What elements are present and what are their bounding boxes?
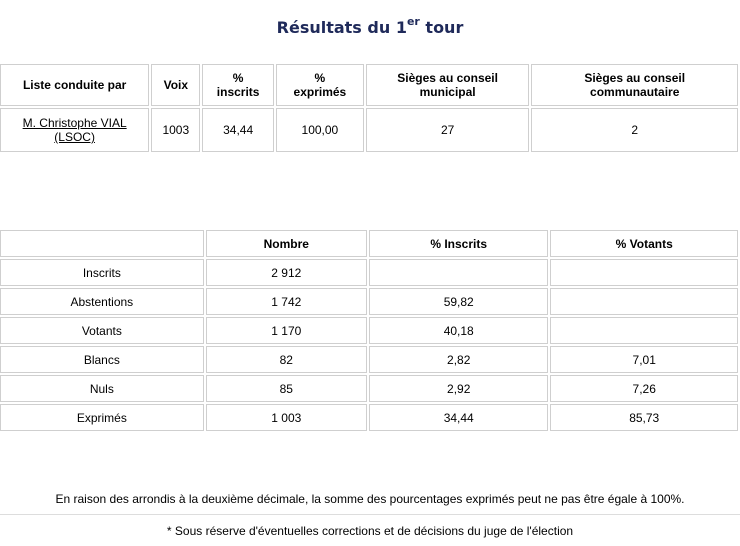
header-pct-inscrits: % inscrits: [202, 64, 274, 106]
header-pct-exprimes: % exprimés: [276, 64, 364, 106]
reserve-note: * Sous réserve d'éventuelles corrections et de décisions du juge de l'élection: [166, 524, 574, 538]
candidate-name-cell: [0, 108, 149, 152]
cell-nombre: 1 170: [206, 317, 367, 344]
rounding-note: En raison des arrondis à la deuxième décimale, la somme des pourcentages exprimés peut ne pas être égale à 100%.: [55, 492, 685, 506]
header-liste: Liste conduite par: [0, 64, 149, 106]
cell-nombre: 85: [206, 375, 367, 402]
cell-nombre: 1 742: [206, 288, 367, 315]
row-label: Blancs: [0, 346, 204, 373]
header-pct-votants: % Votants: [550, 230, 738, 257]
table-row: [0, 346, 738, 373]
title-suffix: tour: [419, 18, 464, 37]
cell-voix: 1003: [151, 108, 200, 152]
cell-pct-votants: 7,01: [550, 346, 738, 373]
cell-pct-votants: [550, 259, 738, 286]
cell-pct-votants: 85,73: [550, 404, 738, 431]
divider: [0, 514, 740, 515]
header-nombre: Nombre: [206, 230, 367, 257]
header-pct-inscrits: % Inscrits: [369, 230, 548, 257]
cell-pct-exprimes: 100,00: [276, 108, 364, 152]
cell-nombre: 1 003: [206, 404, 367, 431]
candidates-header-row: [0, 64, 738, 106]
table-row: [0, 404, 738, 431]
row-label: Abstentions: [0, 288, 204, 315]
title-sup: er: [406, 15, 420, 28]
cell-pct-votants: [550, 317, 738, 344]
header-empty: [0, 230, 204, 257]
stats-table: [0, 228, 740, 433]
cell-pct-inscrits: 59,82: [369, 288, 548, 315]
cell-sieges-communautaire: 2: [531, 108, 738, 152]
cell-pct-inscrits: [369, 259, 548, 286]
row-label: Exprimés: [0, 404, 204, 431]
header-voix: Voix: [151, 64, 200, 106]
cell-nombre: 2 912: [206, 259, 367, 286]
table-row: [0, 259, 738, 286]
stats-header-row: [0, 230, 738, 257]
cell-pct-inscrits: 34,44: [202, 108, 274, 152]
row-label: Nuls: [0, 375, 204, 402]
cell-nombre: 82: [206, 346, 367, 373]
table-row: [0, 317, 738, 344]
cell-pct-votants: [550, 288, 738, 315]
row-label: Votants: [0, 317, 204, 344]
page-title: [0, 15, 740, 37]
cell-pct-inscrits: 2,82: [369, 346, 548, 373]
candidates-table: [0, 62, 740, 154]
cell-pct-inscrits: 40,18: [369, 317, 548, 344]
candidate-link[interactable]: M. Christophe VIAL (LSOC): [22, 116, 127, 144]
cell-pct-votants: 7,26: [550, 375, 738, 402]
cell-sieges-municipal: 27: [366, 108, 530, 152]
cell-pct-inscrits: 2,92: [369, 375, 548, 402]
header-sieges-municipal: Sièges au conseil municipal: [366, 64, 530, 106]
table-row: [0, 288, 738, 315]
row-label: Inscrits: [0, 259, 204, 286]
title-prefix: Résultats du 1: [276, 18, 407, 37]
table-row: [0, 108, 738, 152]
cell-pct-inscrits: 34,44: [369, 404, 548, 431]
header-sieges-communautaire: Sièges au conseil communautaire: [531, 64, 738, 106]
table-row: [0, 375, 738, 402]
